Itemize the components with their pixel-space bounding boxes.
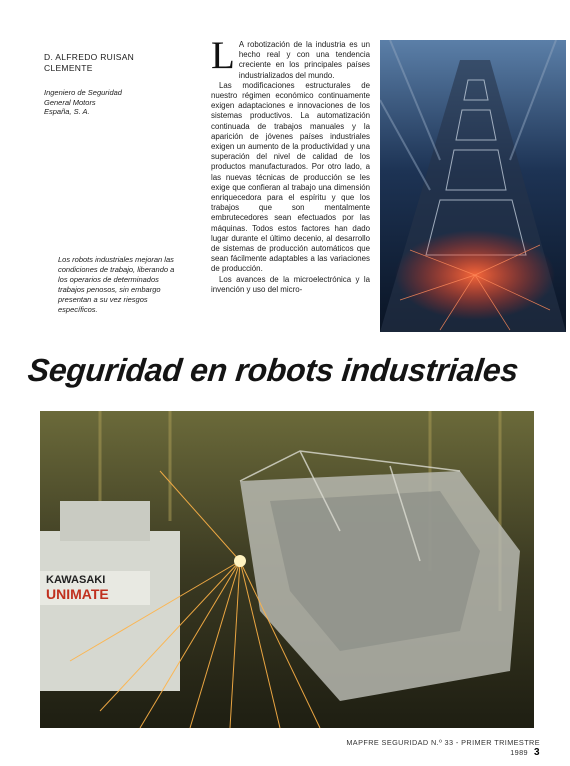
article-body <box>211 40 370 340</box>
footer-publication: MAPFRE SEGURIDAD N.º 33 - PRIMER TRIMESTRE 1989 <box>346 738 540 757</box>
robot-brand-label-1: KAWASAKI <box>46 574 106 586</box>
photo-caption: Los robots industriales mejoran las condiciones de trabajo, liberando a los operarios de determinados trabajos penosos, sin embargo presentan a su vez riesgos específicos. <box>58 255 175 314</box>
robot-brand-label-2: UNIMATE <box>46 586 109 602</box>
author-role: Ingeniero de Seguridad General Motors España, S. A. <box>44 88 122 116</box>
assembly-line-image <box>380 40 566 332</box>
article-headline: Seguridad en robots industriales <box>26 352 520 388</box>
author-name: D. ALFREDO RUISAN CLEMENTE <box>44 52 135 73</box>
author-block <box>44 52 194 117</box>
assembly-line-photo <box>380 40 566 332</box>
page-number: 3 <box>534 747 540 758</box>
article-paragraph-2: Las modificaciones estructurales de nuestro régimen económico continuamente exigen adaptaciones e innovaciones de los sistemas productivos. La automatización continuada de trabajos manuales y la aparición de jóvenes países industriales exigen un aumento de la productividad y una superación del nivel de calidad de los productos manufacturados. Por otro lado, a las nuevas técnicas de producción se les exige que confieran al trabajo una dimensión enriquecedora para el espíritu y que los trabajos que son mentalmente embrutecedores sean efectuados por las máquinas. Todos estos factores han dado lugar durante el último decenio, al desarrollo de sistemas de producción automáticos que sean fácilmente adaptables a las variaciones de producción. <box>211 80 370 274</box>
drop-cap: L <box>211 40 235 77</box>
article-paragraph-1: L A robotización de la industria es un hecho real y con una tendencia creciente en los principales países industrializados del mundo. <box>211 40 370 80</box>
welding-robot-photo <box>40 411 534 728</box>
welding-robot-image <box>40 411 534 728</box>
page-footer <box>340 738 540 758</box>
article-paragraph-3: Los avances de la microelectrónica y la invención y uso del micro- <box>211 274 370 294</box>
